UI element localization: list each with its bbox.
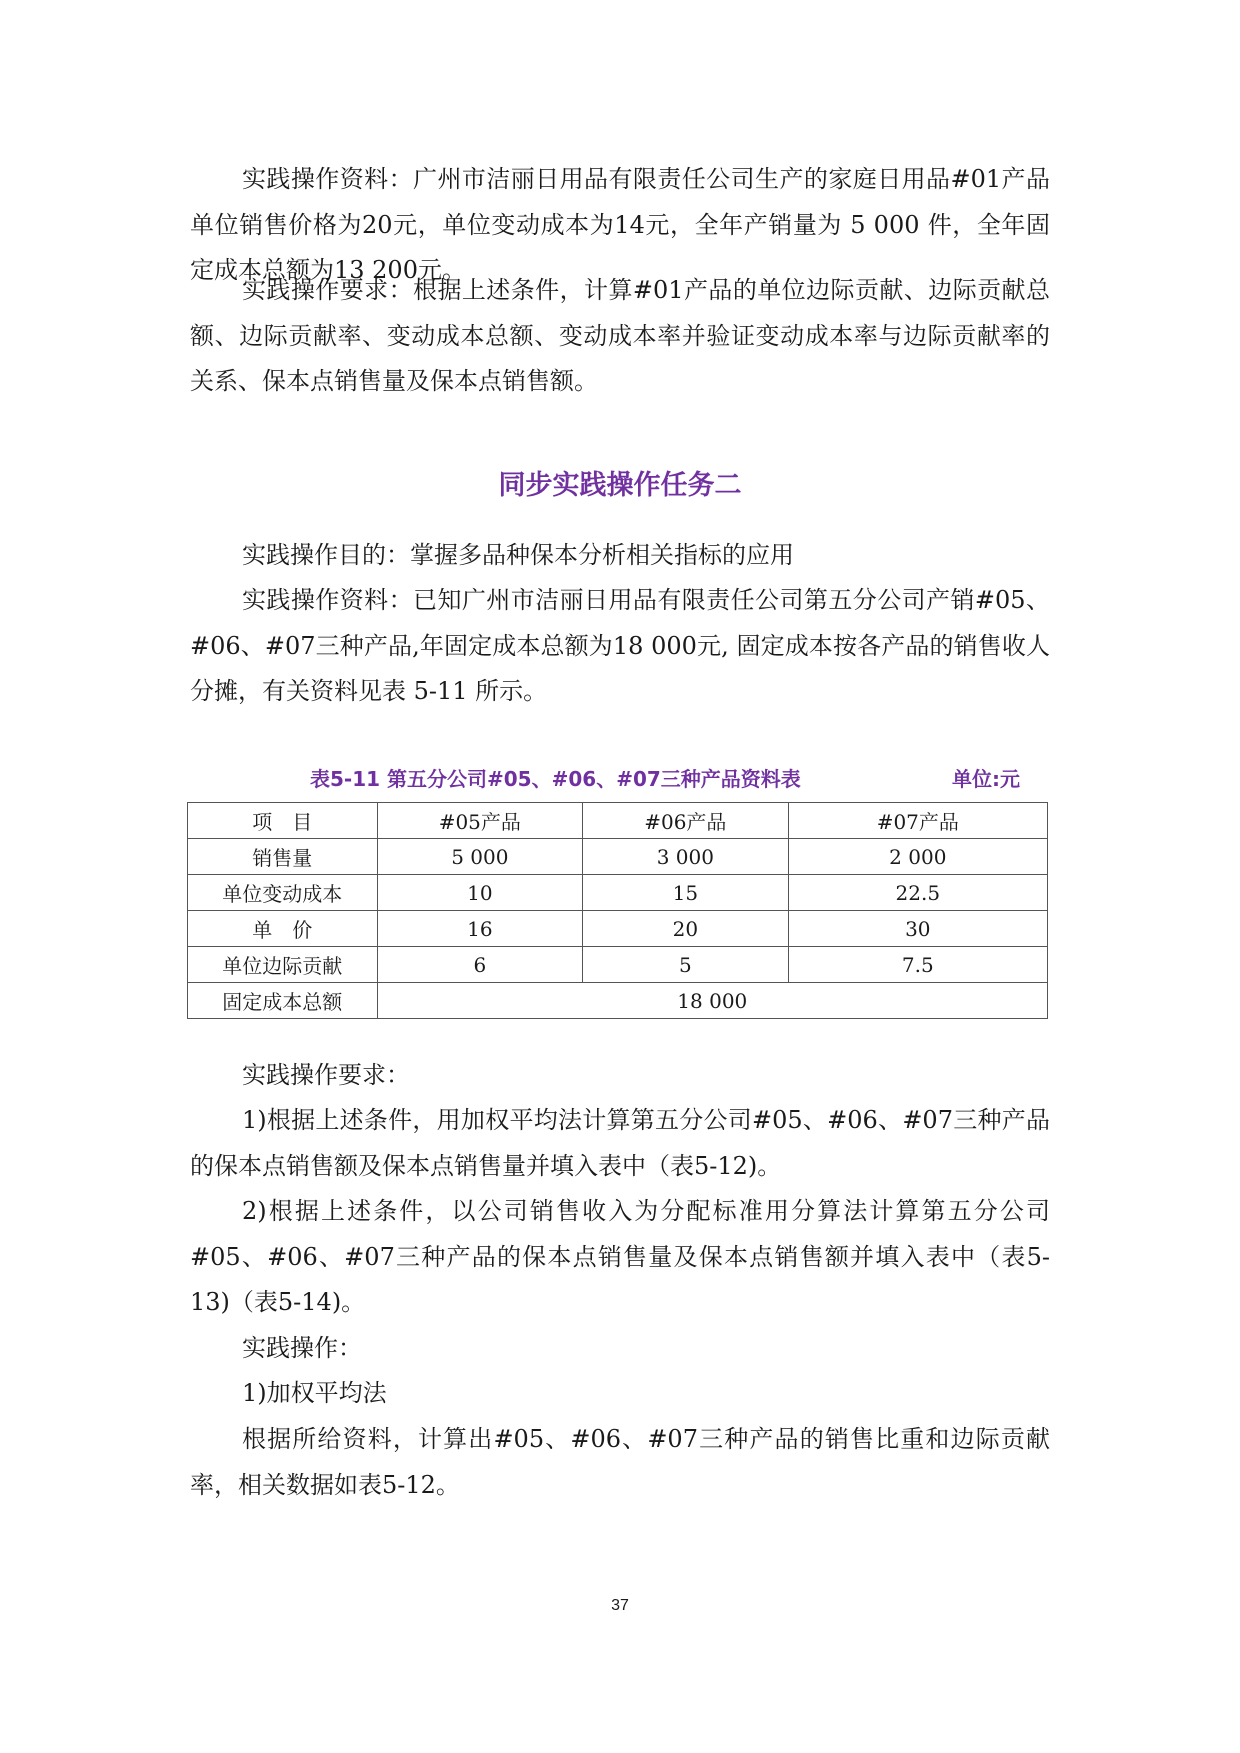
paragraph-practice-operation: 实践操作：	[242, 1334, 362, 1362]
paragraph-practice-purpose: 实践操作目的：掌握多品种保本分析相关指标的应用	[242, 541, 794, 569]
paragraph-practice-requirement-1: 实践操作要求：根据上述条件，计算#01产品的单位边际贡献、边际贡献总额、边际贡献率、变动成本总额、变动成本率并验证变动成本率与边际贡献率的关系、保本点销售量及保本点销售额。	[190, 276, 1050, 395]
table-cell: 单 价	[188, 911, 378, 947]
table-cell: 单位边际贡献	[188, 947, 378, 983]
table-cell: 20	[583, 911, 789, 947]
table-cell: 7.5	[788, 947, 1047, 983]
table-cell: 6	[377, 947, 583, 983]
paragraph-practice-requirement-2: 实践操作要求：	[242, 1061, 410, 1089]
table-cell: 5	[583, 947, 789, 983]
table-cell: 3 000	[583, 839, 789, 875]
table-cell: 销售量	[188, 839, 378, 875]
table-cell: 15	[583, 875, 789, 911]
table-cell: 16	[377, 911, 583, 947]
table-row	[188, 875, 1048, 911]
table-row	[188, 947, 1048, 983]
table-header-cell: #05产品	[377, 803, 583, 839]
table-caption-title: 表5-11 第五分公司#05、#06、#07三种产品资料表	[310, 767, 801, 791]
table-row-fixed-cost	[188, 983, 1048, 1019]
table-row	[188, 839, 1048, 875]
page-number: 37	[611, 1597, 629, 1614]
table-header-cell: #06产品	[583, 803, 789, 839]
table-cell: 单位变动成本	[188, 875, 378, 911]
paragraph-weighted-average-heading: 1)加权平均法	[242, 1379, 387, 1407]
table-cell: 30	[788, 911, 1047, 947]
table-row	[188, 911, 1048, 947]
product-data-table	[187, 802, 1048, 1019]
table-caption	[190, 763, 1050, 797]
paragraph-practice-material-2: 实践操作资料：已知广州市洁丽日用品有限责任公司第五分公司产销#05、#06、#07三种产品,年固定成本总额为18 000元, 固定成本按各产品的销售收人分摊，有关资料见表 5-11 所示。	[190, 586, 1050, 705]
paragraph-requirement-item-2: 2)根据上述条件，以公司销售收入为分配标准用分算法计算第五分公司#05、#06、#07三种产品的保本点销售量及保本点销售额并填入表中（表5-13)（表5-14)。	[190, 1197, 1050, 1316]
table-unit: 单位:元	[952, 767, 1020, 791]
section-title: 同步实践操作任务二	[498, 470, 742, 501]
table-cell-merged: 18 000	[377, 983, 1047, 1019]
table-cell: 固定成本总额	[188, 983, 378, 1019]
table-header-row	[188, 803, 1048, 839]
paragraph-requirement-item-1: 1)根据上述条件，用加权平均法计算第五分公司#05、#06、#07三种产品的保本点销售额及保本点销售量并填入表中（表5-12)。	[190, 1106, 1050, 1180]
table-header-cell: 项 目	[188, 803, 378, 839]
paragraph-weighted-average-body: 根据所给资料，计算出#05、#06、#07三种产品的销售比重和边际贡献率，相关数据如表5-12。	[190, 1425, 1050, 1499]
paragraph-practice-material-1: 实践操作资料：广州市洁丽日用品有限责任公司生产的家庭日用品#01产品单位销售价格为20元，单位变动成本为14元，全年产销量为 5 000 件，全年固定成本总额为13 200元。	[190, 165, 1050, 284]
table-cell: 2 000	[788, 839, 1047, 875]
table-header-cell: #07产品	[788, 803, 1047, 839]
table-cell: 5 000	[377, 839, 583, 875]
table-cell: 10	[377, 875, 583, 911]
table-cell: 22.5	[788, 875, 1047, 911]
